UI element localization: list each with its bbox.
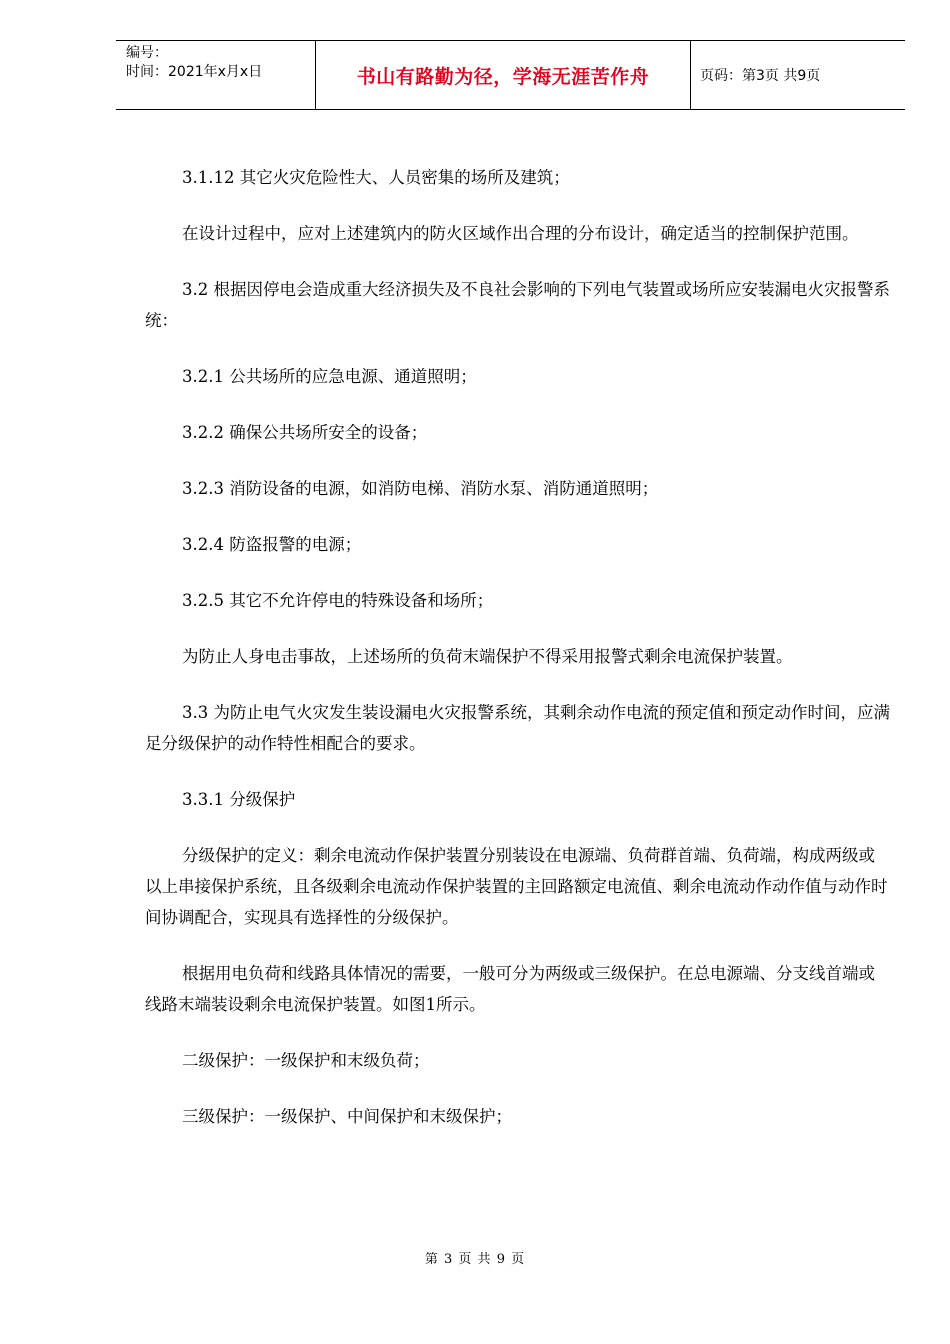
paragraph: 分级保护的定义：剩余电流动作保护装置分别装设在电源端、负荷群首端、负荷端，构成两级或以上串接保护系统，且各级剩余电流动作保护装置的主回路额定电流值、剩余电流动作动作值与动作时间协调配合，实现具有选择性的分级保护。 (145, 846, 888, 927)
serial-label: 编号： (126, 45, 168, 61)
paragraph: 3.3 为防止电气火灾发生装设漏电火灾报警系统，其剩余动作电流的预定值和预定动作时间，应满足分级保护的动作特性相配合的要求。 (145, 703, 890, 753)
header-page-cell (690, 41, 905, 109)
header-left-cell (116, 41, 315, 109)
paragraph: 3.2.3 消防设备的电源，如消防电梯、消防水泵、消防通道照明； (182, 479, 659, 498)
document-body (145, 162, 890, 1157)
time-label: 时间：2021年x月x日 (126, 64, 263, 80)
paragraph: 3.1.12 其它火灾危险性大、人员密集的场所及建筑； (182, 168, 570, 187)
paragraph: 3.2.2 确保公共场所安全的设备； (182, 423, 428, 442)
header-motto-cell (315, 41, 691, 109)
paragraph: 3.2.4 防盗报警的电源； (182, 535, 362, 554)
paragraph: 3.2 根据因停电会造成重大经济损失及不良社会影响的下列电气装置或场所应安装漏电火灾报警系统： (145, 280, 890, 330)
paragraph: 3.3.1 分级保护 (182, 790, 296, 809)
paragraph: 在设计过程中，应对上述建筑内的防火区域作出合理的分布设计，确定适当的控制保护范围。 (182, 224, 859, 243)
paragraph: 三级保护：一级保护、中间保护和末级保护； (182, 1107, 512, 1126)
motto-text: 书山有路勤为径，学海无涯苦作舟 (356, 65, 650, 88)
page-footer: 第 3 页 共 9 页 (424, 1252, 526, 1267)
paragraph: 3.2.1 公共场所的应急电源、通道照明； (182, 367, 477, 386)
paragraph: 二级保护：一级保护和末级负荷； (182, 1051, 430, 1070)
paragraph: 3.2.5 其它不允许停电的特殊设备和场所； (182, 591, 494, 610)
header-page-info: 页码：第3页 共9页 (700, 68, 821, 84)
paragraph: 根据用电负荷和线路具体情况的需要，一般可分为两级或三级保护。在总电源端、分支线首端或线路末端装设剩余电流保护装置。如图1所示。 (145, 964, 875, 1014)
paragraph: 为防止人身电击事故，上述场所的负荷末端保护不得采用报警式剩余电流保护装置。 (182, 647, 793, 666)
page-header (116, 40, 905, 110)
